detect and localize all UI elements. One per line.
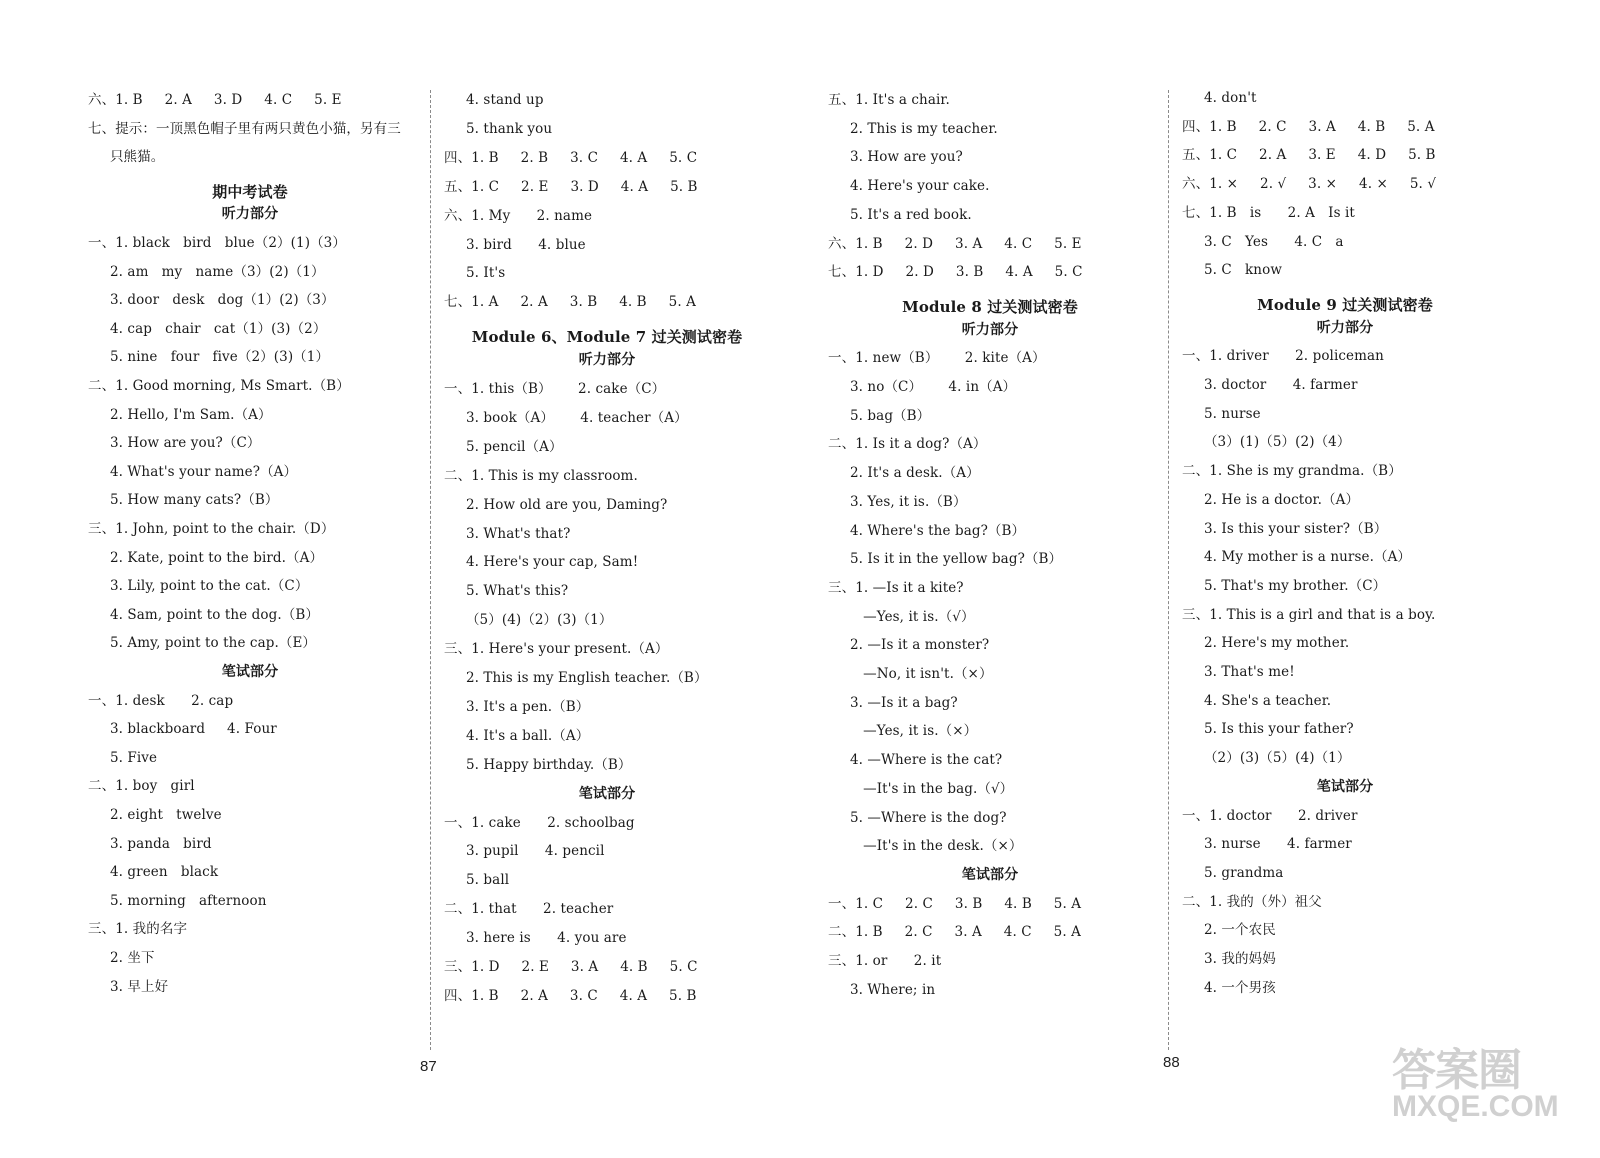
answer-line: 4. What's your name?（A） xyxy=(88,463,298,480)
column-divider xyxy=(1168,90,1169,1050)
answer-line: 三、1. 我的名字 xyxy=(88,921,188,938)
answer-line: 2. Here's my mother. xyxy=(1182,635,1350,652)
answer-line: 三、1. or 2. it xyxy=(828,953,942,969)
answer-line: 二、1. 我的（外）祖父 xyxy=(1182,893,1322,910)
section-subtitle: 听力部分 xyxy=(1316,319,1374,336)
answer-line: 一、1. driver 2. policeman xyxy=(1182,348,1384,365)
answer-line: 三、1. —Is it a kite? xyxy=(828,579,964,596)
answer-line: 2. —Is it a monster? xyxy=(828,637,990,654)
answer-line: 六、1. B 2. D 3. A 4. C 5. E xyxy=(828,235,1082,252)
answer-line: 一、1. C 2. C 3. B 4. B 5. A xyxy=(828,895,1082,912)
answer-line: 3. Is this your sister?（B） xyxy=(1182,520,1388,537)
answer-line: 5. Is it in the yellow bag?（B） xyxy=(828,551,1063,568)
answer-line: 3. no（C） 4. in（A） xyxy=(828,379,1017,395)
answer-line: 三、1. D 2. E 3. A 4. B 5. C xyxy=(444,959,698,975)
answer-line: 3. How are you?（C） xyxy=(88,435,261,452)
answer-line: 2. This is my teacher. xyxy=(828,120,998,137)
answer-line: 4. cap chair cat（1）(3)（2） xyxy=(88,320,327,337)
answer-line: 3. door desk dog（1）(2)（3） xyxy=(88,292,335,309)
section-title: 期中考试卷 xyxy=(212,182,288,201)
answer-line: 5. How many cats?（B） xyxy=(88,492,279,509)
answer-line: 5. Happy birthday.（B） xyxy=(444,756,632,773)
answer-line: 一、1. new（B） 2. kite（A） xyxy=(828,350,1046,367)
answer-line: 4. It's a ball.（A） xyxy=(444,727,590,744)
answer-line: 六、1. B 2. A 3. D 4. C 5. E xyxy=(88,92,342,108)
answer-line: （3）(1)（5）(2)（4） xyxy=(1182,434,1351,451)
answer-line: 三、1. This is a girl and that is a boy. xyxy=(1182,606,1436,623)
answer-line: 2. 一个农民 xyxy=(1182,922,1276,939)
answer-line: —No, it isn't.（×） xyxy=(828,666,993,682)
section-subtitle: 听力部分 xyxy=(578,352,636,369)
page-number-right: 88 xyxy=(1163,1054,1180,1071)
answer-line: 四、1. B 2. B 3. C 4. A 5. C xyxy=(444,149,698,166)
answer-line: 4. Here's your cap, Sam! xyxy=(444,554,639,571)
answer-line: 5. bag（B） xyxy=(828,407,931,424)
answer-line: 二、1. boy girl xyxy=(88,778,195,795)
answer-line: 3. blackboard 4. Four xyxy=(88,721,277,738)
answer-line: （2）(3)（5）(4)（1） xyxy=(1182,750,1351,767)
answer-line: 一、1. cake 2. schoolbag xyxy=(444,814,635,831)
answer-line: 4. 一个男孩 xyxy=(1182,979,1276,996)
answer-line: 5. morning afternoon xyxy=(88,892,267,909)
answer-line: 2. This is my English teacher.（B） xyxy=(444,670,708,686)
answer-line: 3. nurse 4. farmer xyxy=(1182,836,1352,853)
answer-line: 四、1. B 2. A 3. C 4. A 5. B xyxy=(444,987,697,1004)
answer-line: —Yes, it is.（√） xyxy=(828,608,975,625)
answer-line: 二、1. Is it a dog?（A） xyxy=(828,436,987,453)
answer-line: 2. am my name（3）(2)（1） xyxy=(88,263,325,280)
answer-line: 三、1. Here's your present.（A） xyxy=(444,641,669,658)
section-subtitle: 笔试部分 xyxy=(961,866,1019,883)
answer-line: 5. grandma xyxy=(1182,864,1284,881)
answer-line: 2. It's a desk.（A） xyxy=(828,465,980,482)
answer-line: 3. That's me! xyxy=(1182,664,1295,680)
answer-line: 4. Sam, point to the dog.（B） xyxy=(88,606,319,623)
answer-line: 一、1. doctor 2. driver xyxy=(1182,807,1358,824)
answer-line: 二、1. that 2. teacher xyxy=(444,901,614,918)
answer-line: 5. Amy, point to the cap.（E） xyxy=(88,635,317,652)
watermark-url: MXQE.COM xyxy=(1392,1090,1559,1123)
column-divider xyxy=(430,90,431,1050)
answer-line: 5. ball xyxy=(444,872,510,889)
answer-line: 3. Yes, it is.（B） xyxy=(828,493,967,510)
answer-line: 3. here is 4. you are xyxy=(444,930,627,947)
answer-line: 3. What's that? xyxy=(444,525,571,542)
page-number-left: 87 xyxy=(420,1058,437,1075)
answer-line: —It's in the bag.（√） xyxy=(828,780,1014,797)
answer-line: （5）(4)（2）(3)（1） xyxy=(444,612,613,629)
answer-line: 5. thank you xyxy=(444,120,553,137)
section-subtitle: 听力部分 xyxy=(221,206,279,223)
answer-line: 二、1. This is my classroom. xyxy=(444,467,638,484)
answer-line: 5. —Where is the dog? xyxy=(828,809,1007,826)
answer-line: 2. How old are you, Daming? xyxy=(444,496,668,513)
answer-line: 二、1. She is my grandma.（B） xyxy=(1182,463,1402,480)
answer-line: 3. book（A） 4. teacher（A） xyxy=(444,409,688,426)
answer-line: 七、1. A 2. A 3. B 4. B 5. A xyxy=(444,294,696,311)
answer-line: 5. Is this your father? xyxy=(1182,721,1354,738)
answer-line: 3. bird 4. blue xyxy=(444,236,586,253)
answer-line: 5. nine four five（2）(3)（1） xyxy=(88,349,330,366)
answer-line: 三、1. John, point to the chair.（D） xyxy=(88,521,335,537)
section-title: Module 9 过关测试密卷 xyxy=(1257,295,1433,314)
answer-line: 六、1. × 2. √ 3. × 4. × 5. √ xyxy=(1182,176,1437,193)
answer-line: 只熊猫。 xyxy=(88,149,165,166)
answer-line: 2. He is a doctor.（A） xyxy=(1182,491,1360,508)
answer-line: 4. don't xyxy=(1182,90,1257,106)
answer-line: 4. My mother is a nurse.（A） xyxy=(1182,549,1412,566)
answer-line: 4. She's a teacher. xyxy=(1182,692,1332,709)
answer-line: 3. It's a pen.（B） xyxy=(444,698,590,715)
answer-line: 5. pencil（A） xyxy=(444,438,563,455)
answer-line: 2. Kate, point to the bird.（A） xyxy=(88,549,324,566)
answer-line: 3. Lily, point to the cat.（C） xyxy=(88,578,309,595)
answer-line: 二、1. Good morning, Ms Smart.（B） xyxy=(88,378,350,394)
section-subtitle: 笔试部分 xyxy=(578,785,636,802)
section-title: Module 8 过关测试密卷 xyxy=(902,297,1078,316)
answer-line: 七、1. B is 2. A Is it xyxy=(1182,204,1355,221)
answer-line: 4. —Where is the cat? xyxy=(828,752,1003,769)
answer-line: 3. —Is it a bag? xyxy=(828,694,958,711)
answer-line: 4. Here's your cake. xyxy=(828,178,990,195)
answer-line: 3. How are you? xyxy=(828,149,963,166)
watermark-logo-text: 答案圈 xyxy=(1392,1046,1521,1095)
answer-line: 六、1. My 2. name xyxy=(444,207,593,224)
answer-line: 3. C Yes 4. C a xyxy=(1182,233,1344,250)
answer-line: 一、1. black bird blue（2）(1)（3） xyxy=(88,235,346,251)
answer-line: 2. eight twelve xyxy=(88,807,222,823)
answer-line: 2. Hello, I'm Sam.（A） xyxy=(88,406,272,423)
section-subtitle: 听力部分 xyxy=(961,321,1019,338)
answer-line: 3. 早上好 xyxy=(88,978,169,995)
answer-line: 5. nurse xyxy=(1182,405,1261,422)
answer-line: 3. panda bird xyxy=(88,835,212,852)
answer-line: 五、1. C 2. A 3. E 4. D 5. B xyxy=(1182,147,1436,164)
answer-line: 3. Where; in xyxy=(828,981,936,998)
answer-line: 5. It's xyxy=(444,265,506,282)
answer-line: 5. It's a red book. xyxy=(828,206,972,223)
section-title: Module 6、Module 7 过关测试密卷 xyxy=(471,328,743,347)
answer-line: —Yes, it is.（×） xyxy=(828,723,978,740)
answer-line: 3. doctor 4. farmer xyxy=(1182,377,1358,393)
answer-line: 一、1. this（B） 2. cake（C） xyxy=(444,381,666,397)
answer-line: 5. That's my brother.（C） xyxy=(1182,577,1387,594)
answer-line: 4. Where's the bag?（B） xyxy=(828,522,1026,539)
section-subtitle: 笔试部分 xyxy=(221,664,279,680)
answer-line: —It's in the desk.（×） xyxy=(828,838,1023,855)
answer-line: 3. pupil 4. pencil xyxy=(444,843,605,860)
answer-line: 4. green black xyxy=(88,864,219,881)
answer-line: 2. 坐下 xyxy=(88,950,155,966)
answer-line: 5. What's this? xyxy=(444,583,569,600)
answer-line: 二、1. B 2. C 3. A 4. C 5. A xyxy=(828,924,1081,941)
answer-line: 七、1. D 2. D 3. B 4. A 5. C xyxy=(828,264,1083,281)
answer-line: 四、1. B 2. C 3. A 4. B 5. A xyxy=(1182,118,1435,135)
answer-line: 4. stand up xyxy=(444,92,544,108)
answer-line: 3. 我的妈妈 xyxy=(1182,951,1276,967)
answer-line: 5. C know xyxy=(1182,262,1282,279)
answer-line: 七、提示：一顶黑色帽子里有两只黄色小猫，另有三 xyxy=(88,120,401,137)
answer-line: 五、1. C 2. E 3. D 4. A 5. B xyxy=(444,178,698,195)
answer-line: 一、1. desk 2. cap xyxy=(88,692,234,709)
answer-line: 5. Five xyxy=(88,749,158,766)
answer-line: 五、1. It's a chair. xyxy=(828,92,950,108)
section-subtitle: 笔试部分 xyxy=(1316,778,1374,795)
